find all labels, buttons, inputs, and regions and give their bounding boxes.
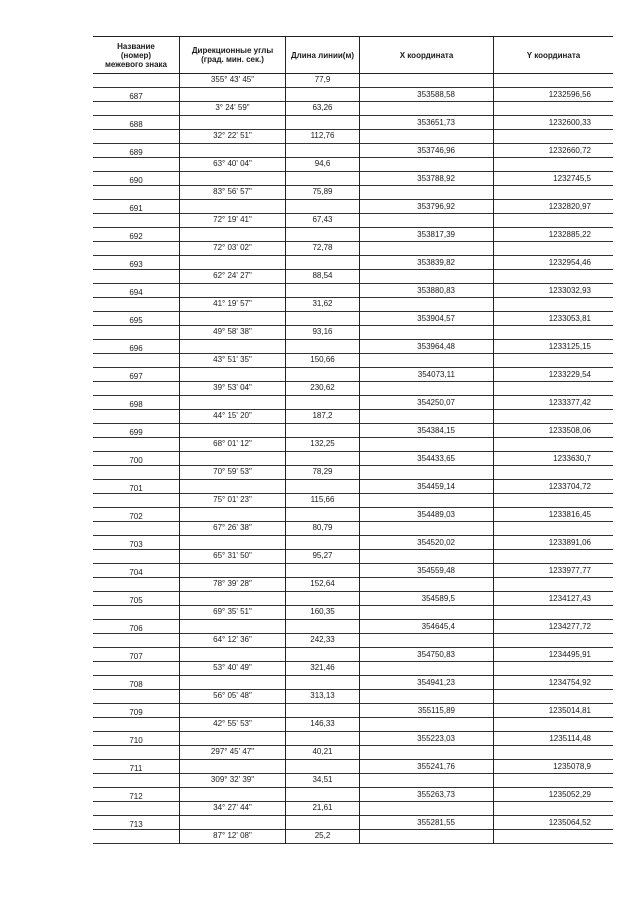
table-row-segment — [93, 634, 613, 648]
line-length: 67,43 — [312, 215, 333, 224]
y-coordinate: 1235078,9 — [553, 762, 591, 771]
marker-name: 704 — [129, 568, 143, 577]
direction-angle: 62° 24' 27" — [213, 271, 252, 280]
marker-name: 702 — [129, 512, 143, 521]
direction-angle: 75° 01' 23" — [213, 495, 252, 504]
marker-name: 692 — [129, 232, 143, 241]
y-coordinate: 1233891,06 — [548, 538, 591, 547]
table-row-point — [93, 788, 613, 802]
table-row-segment — [93, 662, 613, 676]
y-coordinate: 1234495,91 — [548, 650, 591, 659]
header-divider — [179, 37, 180, 73]
line-length: 25,2 — [314, 831, 331, 840]
table-body — [93, 74, 613, 844]
table-row-segment — [93, 494, 613, 508]
direction-angle: 355° 43' 45" — [210, 75, 255, 84]
direction-angle: 3° 24' 59" — [215, 103, 250, 112]
marker-name: 703 — [129, 540, 143, 549]
line-length: 77,9 — [314, 75, 331, 84]
table-row-segment — [93, 158, 613, 172]
marker-name: 697 — [129, 372, 143, 381]
table-row-segment — [93, 578, 613, 592]
marker-name: 708 — [129, 680, 143, 689]
line-length: 78,29 — [312, 467, 333, 476]
line-length: 242,33 — [310, 635, 335, 644]
table-row-point — [93, 256, 613, 270]
y-coordinate: 1232660,72 — [548, 146, 591, 155]
y-coordinate: 1232820,97 — [548, 202, 591, 211]
header-length: Длина линии(м) — [290, 50, 355, 60]
marker-name: 689 — [129, 148, 143, 157]
direction-angle: 49° 58' 38" — [213, 327, 252, 336]
table-row-segment — [93, 690, 613, 704]
x-coordinate: 355241,76 — [417, 762, 455, 771]
direction-angle: 43° 51' 35" — [213, 355, 252, 364]
table-row-point — [93, 396, 613, 410]
x-coordinate: 353788,92 — [417, 174, 455, 183]
line-length: 160,35 — [310, 607, 335, 616]
marker-name: 696 — [129, 344, 143, 353]
column-divider — [359, 74, 360, 844]
y-coordinate: 1233704,72 — [548, 482, 591, 491]
y-coordinate: 1232885,22 — [548, 230, 591, 239]
line-length: 115,66 — [310, 495, 335, 504]
table-row-point — [93, 732, 613, 746]
line-length: 40,21 — [312, 747, 333, 756]
direction-angle: 44° 15' 20" — [213, 411, 252, 420]
x-coordinate: 354589,5 — [421, 594, 455, 603]
table-row-point — [93, 676, 613, 690]
table-row-segment — [93, 466, 613, 480]
table-row-point — [93, 480, 613, 494]
y-coordinate: 1233816,45 — [548, 510, 591, 519]
table-row-segment — [93, 746, 613, 760]
direction-angle: 78° 39' 28" — [213, 579, 252, 588]
marker-name: 698 — [129, 400, 143, 409]
x-coordinate: 353904,57 — [417, 314, 455, 323]
x-coordinate: 354559,48 — [417, 566, 455, 575]
table-row-point — [93, 620, 613, 634]
y-coordinate: 1235114,48 — [549, 734, 591, 743]
table-row-segment — [93, 802, 613, 816]
table-row-point — [93, 144, 613, 158]
y-coordinate: 1232596,56 — [548, 90, 591, 99]
line-length: 150,66 — [310, 355, 335, 364]
table-row-segment — [93, 354, 613, 368]
x-coordinate: 353839,82 — [417, 258, 455, 267]
y-coordinate: 1233377,42 — [548, 398, 591, 407]
y-coordinate: 1233125,15 — [548, 342, 591, 351]
table-row-point — [93, 452, 613, 466]
table-row-segment — [93, 326, 613, 340]
x-coordinate: 353796,92 — [417, 202, 455, 211]
table-row-segment — [93, 718, 613, 732]
table-row-point — [93, 312, 613, 326]
table-header — [93, 36, 613, 74]
table-row-point — [93, 592, 613, 606]
marker-name: 711 — [129, 764, 143, 773]
line-length: 93,16 — [312, 327, 333, 336]
y-coordinate: 1234127,43 — [548, 594, 591, 603]
column-divider — [493, 74, 494, 844]
direction-angle: 34° 27' 44" — [213, 803, 252, 812]
table-row-segment — [93, 298, 613, 312]
y-coordinate: 1233508,06 — [548, 426, 591, 435]
x-coordinate: 353964,48 — [417, 342, 455, 351]
direction-angle: 32° 22' 51" — [213, 131, 252, 140]
direction-angle: 72° 03' 02" — [213, 243, 252, 252]
table-row-point — [93, 368, 613, 382]
table-row-point — [93, 816, 613, 830]
line-length: 132,25 — [310, 439, 335, 448]
table-row-segment — [93, 214, 613, 228]
marker-name: 688 — [129, 120, 143, 129]
line-length: 152,64 — [310, 579, 335, 588]
direction-angle: 87° 12' 08" — [213, 831, 252, 840]
line-length: 94,6 — [314, 159, 331, 168]
marker-name: 695 — [129, 316, 143, 325]
line-length: 75,89 — [312, 187, 333, 196]
table-row-point — [93, 284, 613, 298]
marker-name: 706 — [129, 624, 143, 633]
table-row-segment — [93, 606, 613, 620]
x-coordinate: 355281,55 — [417, 818, 455, 827]
y-coordinate: 1232600,33 — [548, 118, 591, 127]
table-row-point — [93, 424, 613, 438]
table-row-segment — [93, 438, 613, 452]
x-coordinate: 354459,14 — [417, 482, 455, 491]
x-coordinate: 355223,03 — [417, 734, 455, 743]
line-length: 31,62 — [312, 299, 333, 308]
x-coordinate: 353588,58 — [417, 90, 455, 99]
direction-angle: 83° 56' 57" — [213, 187, 252, 196]
marker-name: 707 — [129, 652, 143, 661]
direction-angle: 309° 32' 39" — [210, 775, 255, 784]
x-coordinate: 354520,02 — [417, 538, 455, 547]
marker-name: 710 — [129, 736, 143, 745]
x-coordinate: 355263,73 — [417, 790, 455, 799]
marker-name: 699 — [129, 428, 143, 437]
marker-name: 700 — [129, 456, 143, 465]
line-length: 21,61 — [312, 803, 333, 812]
x-coordinate: 354645,4 — [421, 622, 455, 631]
direction-angle: 65° 31' 50" — [213, 551, 252, 560]
table-row-segment — [93, 522, 613, 536]
table-row-point — [93, 564, 613, 578]
table-row-point — [93, 228, 613, 242]
line-length: 63,26 — [312, 103, 333, 112]
header-x: X координата — [399, 50, 454, 60]
direction-angle: 39° 53' 04" — [213, 383, 252, 392]
line-length: 80,79 — [312, 523, 333, 532]
y-coordinate: 1234277,72 — [548, 622, 591, 631]
x-coordinate: 354941,23 — [417, 678, 455, 687]
column-divider — [179, 74, 180, 844]
direction-angle: 42° 55' 53" — [213, 719, 252, 728]
marker-name: 712 — [129, 792, 143, 801]
table-row-point — [93, 172, 613, 186]
y-coordinate: 1233630,7 — [553, 454, 591, 463]
x-coordinate: 354750,83 — [417, 650, 455, 659]
table-row-segment — [93, 830, 613, 844]
y-coordinate: 1233053,81 — [548, 314, 591, 323]
x-coordinate: 353817,39 — [417, 230, 455, 239]
line-length: 72,78 — [312, 243, 333, 252]
direction-angle: 69° 35' 51" — [213, 607, 252, 616]
direction-angle: 56° 05' 48" — [213, 691, 252, 700]
direction-angle: 68° 01' 12" — [213, 439, 252, 448]
marker-name: 705 — [129, 596, 143, 605]
table-row-point — [93, 340, 613, 354]
direction-angle: 53° 40' 49" — [213, 663, 252, 672]
direction-angle: 72° 19' 41" — [213, 215, 252, 224]
line-length: 112,76 — [310, 131, 335, 140]
table-row-point — [93, 648, 613, 662]
table-row-segment — [93, 382, 613, 396]
marker-name: 709 — [129, 708, 143, 717]
y-coordinate: 1235064,52 — [548, 818, 591, 827]
table-row-point — [93, 704, 613, 718]
line-length: 230,62 — [310, 383, 335, 392]
x-coordinate: 354073,11 — [417, 370, 455, 379]
table-row-segment — [93, 410, 613, 424]
y-coordinate: 1233229,54 — [548, 370, 591, 379]
marker-name: 687 — [129, 92, 143, 101]
table-row-point — [93, 116, 613, 130]
header-name: Название (номер) межевого знака — [104, 41, 168, 69]
x-coordinate: 354384,15 — [417, 426, 455, 435]
x-coordinate: 354433,65 — [417, 454, 455, 463]
direction-angle: 297° 45' 47" — [210, 747, 255, 756]
line-length: 88,54 — [312, 271, 333, 280]
direction-angle: 64° 12' 36" — [213, 635, 252, 644]
direction-angle: 67° 26' 38" — [213, 523, 252, 532]
marker-name: 693 — [129, 260, 143, 269]
x-coordinate: 354489,03 — [417, 510, 455, 519]
table-row-segment — [93, 130, 613, 144]
line-length: 187,2 — [312, 411, 333, 420]
marker-name: 713 — [129, 820, 143, 829]
header-angle: Дирекционные углы (град. мин. сек.) — [191, 46, 274, 64]
line-length: 95,27 — [312, 551, 333, 560]
table-row-segment — [93, 550, 613, 564]
table-row-point — [93, 88, 613, 102]
marker-name: 690 — [129, 176, 143, 185]
x-coordinate: 353880,83 — [417, 286, 455, 295]
y-coordinate: 1232954,46 — [548, 258, 591, 267]
marker-name: 694 — [129, 288, 143, 297]
line-length: 313,13 — [310, 691, 335, 700]
table-row-point — [93, 200, 613, 214]
line-length: 146,33 — [310, 719, 335, 728]
header-divider — [493, 37, 494, 73]
header-divider — [359, 37, 360, 73]
y-coordinate: 1234754,92 — [548, 678, 591, 687]
direction-angle: 63° 40' 04" — [213, 159, 252, 168]
table-row-segment — [93, 186, 613, 200]
table-row-segment — [93, 270, 613, 284]
header-divider — [285, 37, 286, 73]
x-coordinate: 354250,07 — [417, 398, 455, 407]
table-row-segment — [93, 102, 613, 116]
x-coordinate: 353746,96 — [417, 146, 455, 155]
direction-angle: 70° 59' 53" — [213, 467, 252, 476]
y-coordinate: 1233032,93 — [548, 286, 591, 295]
marker-name: 701 — [129, 484, 143, 493]
table-row-segment — [93, 774, 613, 788]
survey-table — [93, 36, 613, 844]
header-y: Y координата — [526, 50, 581, 60]
x-coordinate: 353651,73 — [417, 118, 455, 127]
table-row-segment — [93, 242, 613, 256]
x-coordinate: 355115,89 — [417, 706, 455, 715]
table-row-segment — [93, 74, 613, 88]
y-coordinate: 1235052,29 — [548, 790, 591, 799]
y-coordinate: 1232745,5 — [553, 174, 591, 183]
line-length: 321,46 — [310, 663, 335, 672]
y-coordinate: 1235014,81 — [548, 706, 591, 715]
table-row-point — [93, 508, 613, 522]
table-row-point — [93, 760, 613, 774]
line-length: 34,51 — [312, 775, 333, 784]
column-divider — [285, 74, 286, 844]
marker-name: 691 — [129, 204, 143, 213]
direction-angle: 41° 19' 57" — [213, 299, 252, 308]
y-coordinate: 1233977,77 — [548, 566, 591, 575]
table-row-point — [93, 536, 613, 550]
